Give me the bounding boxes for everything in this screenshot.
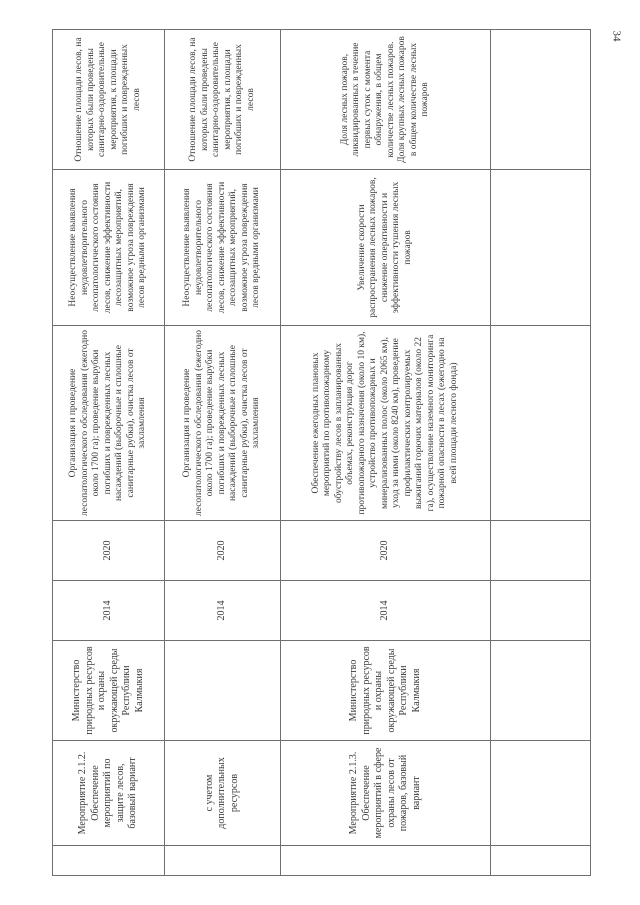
cell-indicator: Отношение площади лесов, на которых были проведены санитарно-оздоровительные мероприятия, к площади погибших и поврежденных лесов [165,30,281,170]
cell-content: Организация и проведение лесопатологического обследования (ежегодно около 1700 га); проведение вырубки погибших и поврежденных лесных насаждений (выборочные и сплошные санитарные рубки), очистка лесов от захламления [53,326,165,521]
cell-measure: с учетом дополнительных ресурсов [165,741,281,846]
cell-end-year: 2020 [165,521,281,581]
cell-executor: Министерство природных ресурсов и охраны окружающей среды Республики Калмыкия [53,641,165,741]
cell-content: Обеспечение ежегодных плановых мероприятий по противопожарному обустройству лесов в запланированных объемах, реконструкция дорог противопожарного назначения (около 10 км), устройство противопожарных и минерализованных полос (около 2065 км), уход за ними (около 8240 км), проведение профилактических контролируемых выжиганий горючих материалов (около 22 га), осуществление наземного мониторинга пожарной опасности в лесах (ежегодно на всей площади лесного фонда) [281,326,491,521]
cell-number [281,846,491,876]
cell-number [53,846,165,876]
cell-measure: Мероприятие 2.1.3. Обеспечение мероприятий в сфере охраны лесов от пожаров, базовый вариант [281,741,491,846]
cell-consequences [491,170,591,326]
cell-indicator [491,30,591,170]
cell-consequences: Неосуществление выявления неудовлетворительного лесопатологического состояния лесов, снижение эффективности лесозащитных мероприятий, возможное угроза повреждения лесов вредными организмами [53,170,165,326]
cell-start-year: 2014 [165,581,281,641]
cell-end-year: 2020 [281,521,491,581]
cell-start-year [491,581,591,641]
cell-executor [491,641,591,741]
measures-table [52,29,591,876]
cell-number [165,846,281,876]
rotated-table-wrapper [52,30,590,876]
table-row [53,30,165,876]
cell-content: Организация и проведение лесопатологического обследования (ежегодно около 1700 га); проведение вырубки погибших и поврежденных лесных насаждений (выборочные и сплошные санитарные рубки), очистка лесов от захламления [165,326,281,521]
cell-measure [491,741,591,846]
cell-indicator: Доля лесных пожаров, ликвидированных в течение первых суток с момента обнаружения, в общем количестве лесных пожаров. Доля крупных лесных пожаров в общем количестве лесных пожаров [281,30,491,170]
cell-indicator: Отношение площади лесов, на которых были проведены санитарно-оздоровительные мероприятия, к площади погибших и поврежденных лесов [53,30,165,170]
cell-measure: Мероприятие 2.1.2. Обеспечение мероприятий по защите лесов, базовый вариант [53,741,165,846]
cell-start-year: 2014 [53,581,165,641]
cell-consequences: Неосуществление выявления неудовлетворительного лесопатологического состояния лесов, снижение эффективности лесозащитных мероприятий, возможное угроза повреждения лесов вредными организмами [165,170,281,326]
cell-end-year: 2020 [53,521,165,581]
cell-start-year: 2014 [281,581,491,641]
table-row [281,30,491,876]
table-row [165,30,281,876]
table-row [491,30,591,876]
cell-consequences: Увеличение скорости распространения лесных пожаров, снижение оперативности и эффективности тушения лесных пожаров [281,170,491,326]
cell-number [491,846,591,876]
cell-content [491,326,591,521]
page-number: 34 [610,30,623,42]
cell-executor [165,641,281,741]
cell-end-year [491,521,591,581]
cell-executor: Министерство природных ресурсов и охраны окружающей среды Республики Калмыкия [281,641,491,741]
document-sheet [52,30,590,876]
